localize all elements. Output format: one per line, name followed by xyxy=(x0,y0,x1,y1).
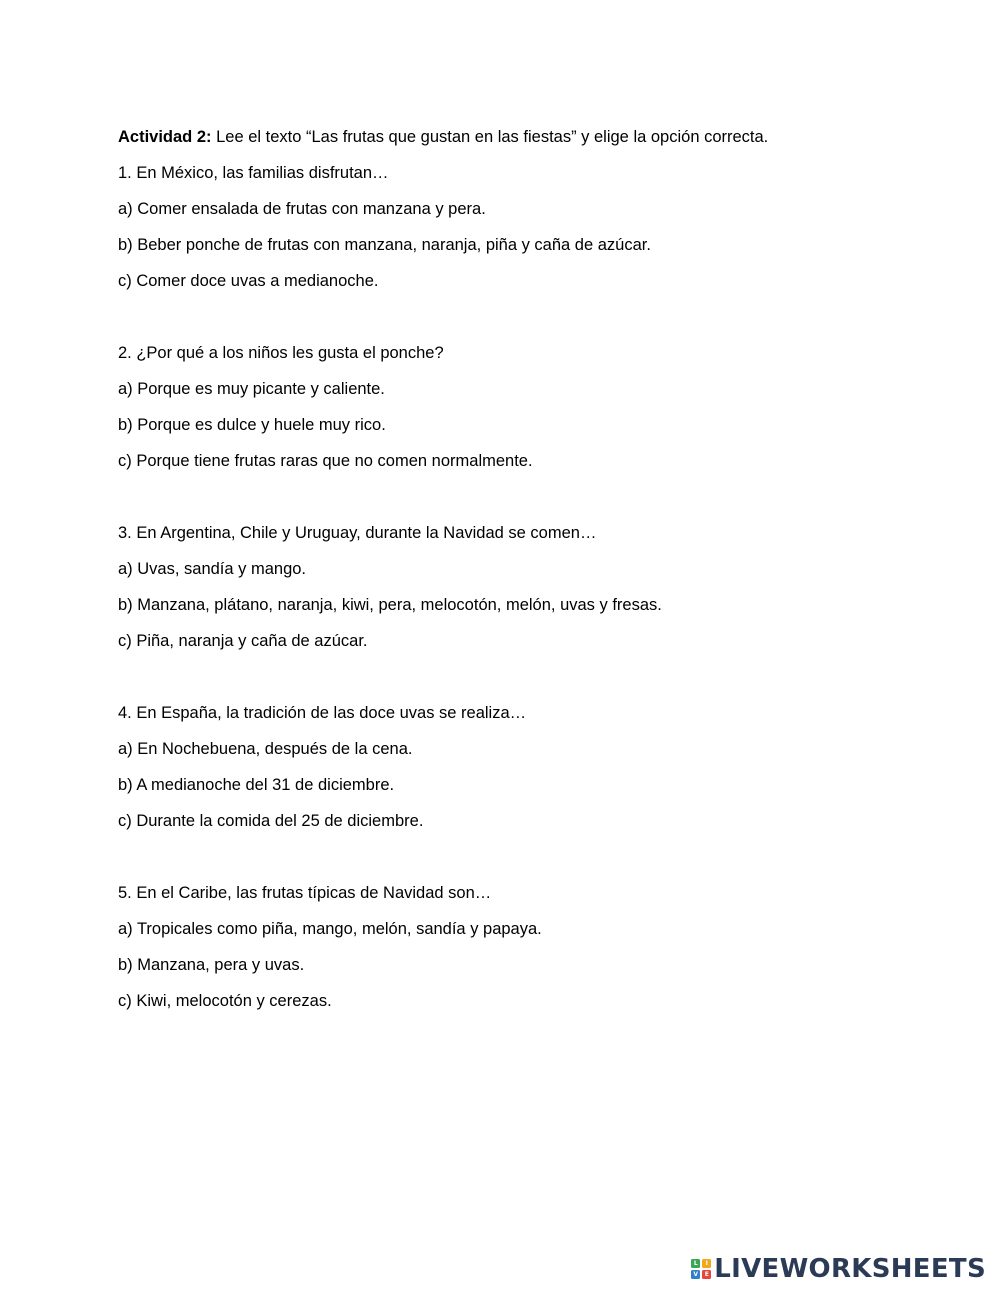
question-prompt: 5. En el Caribe, las frutas típicas de Navidad son… xyxy=(118,884,492,902)
question-prompt: 2. ¿Por qué a los niños les gusta el ponche? xyxy=(118,344,444,362)
spacer xyxy=(118,659,948,695)
spacer xyxy=(118,479,948,515)
activity-instruction: Lee el texto “Las frutas que gustan en las fiestas” y elige la opción correcta. xyxy=(211,128,769,146)
answer-option-b[interactable]: b) Beber ponche de frutas con manzana, naranja, piña y caña de azúcar. xyxy=(118,236,651,254)
worksheet xyxy=(118,119,948,1019)
answer-option-b[interactable]: b) Manzana, pera y uvas. xyxy=(118,956,305,974)
logo-icon-cell: I xyxy=(702,1259,711,1268)
answer-option-a[interactable]: a) Uvas, sandía y mango. xyxy=(118,560,307,578)
answer-option-c[interactable]: c) Durante la comida del 25 de diciembre. xyxy=(118,812,424,830)
spacer xyxy=(118,299,948,335)
question-5 xyxy=(118,875,948,1019)
logo-icon-cell: L xyxy=(691,1259,700,1268)
question-prompt: 3. En Argentina, Chile y Uruguay, durante la Navidad se comen… xyxy=(118,524,597,542)
answer-option-a[interactable]: a) En Nochebuena, después de la cena. xyxy=(118,740,413,758)
answer-option-c[interactable]: c) Porque tiene frutas raras que no comen normalmente. xyxy=(118,452,533,470)
answer-option-c[interactable]: c) Kiwi, melocotón y cerezas. xyxy=(118,992,332,1010)
answer-option-c[interactable]: c) Comer doce uvas a medianoche. xyxy=(118,272,379,290)
answer-option-c[interactable]: c) Piña, naranja y caña de azúcar. xyxy=(118,632,368,650)
answer-option-b[interactable]: b) Manzana, plátano, naranja, kiwi, pera, melocotón, melón, uvas y fresas. xyxy=(118,596,662,614)
question-1 xyxy=(118,155,948,299)
liveworksheets-logo xyxy=(691,1254,986,1284)
question-prompt: 1. En México, las familias disfrutan… xyxy=(118,164,389,182)
logo-icon-cell: V xyxy=(691,1270,700,1279)
logo-icon xyxy=(691,1259,711,1279)
question-2 xyxy=(118,335,948,479)
spacer xyxy=(118,839,948,875)
answer-option-b[interactable]: b) Porque es dulce y huele muy rico. xyxy=(118,416,386,434)
answer-option-a[interactable]: a) Tropicales como piña, mango, melón, sandía y papaya. xyxy=(118,920,542,938)
logo-icon-cell: E xyxy=(702,1270,711,1279)
logo-text: LIVEWORKSHEETS xyxy=(714,1254,986,1284)
answer-option-a[interactable]: a) Porque es muy picante y caliente. xyxy=(118,380,385,398)
question-3 xyxy=(118,515,948,659)
answer-option-b[interactable]: b) A medianoche del 31 de diciembre. xyxy=(118,776,395,794)
activity-label: Actividad 2: xyxy=(118,128,212,146)
answer-option-a[interactable]: a) Comer ensalada de frutas con manzana y pera. xyxy=(118,200,486,218)
activity-heading xyxy=(118,119,948,155)
question-4 xyxy=(118,695,948,839)
question-prompt: 4. En España, la tradición de las doce uvas se realiza… xyxy=(118,704,527,722)
